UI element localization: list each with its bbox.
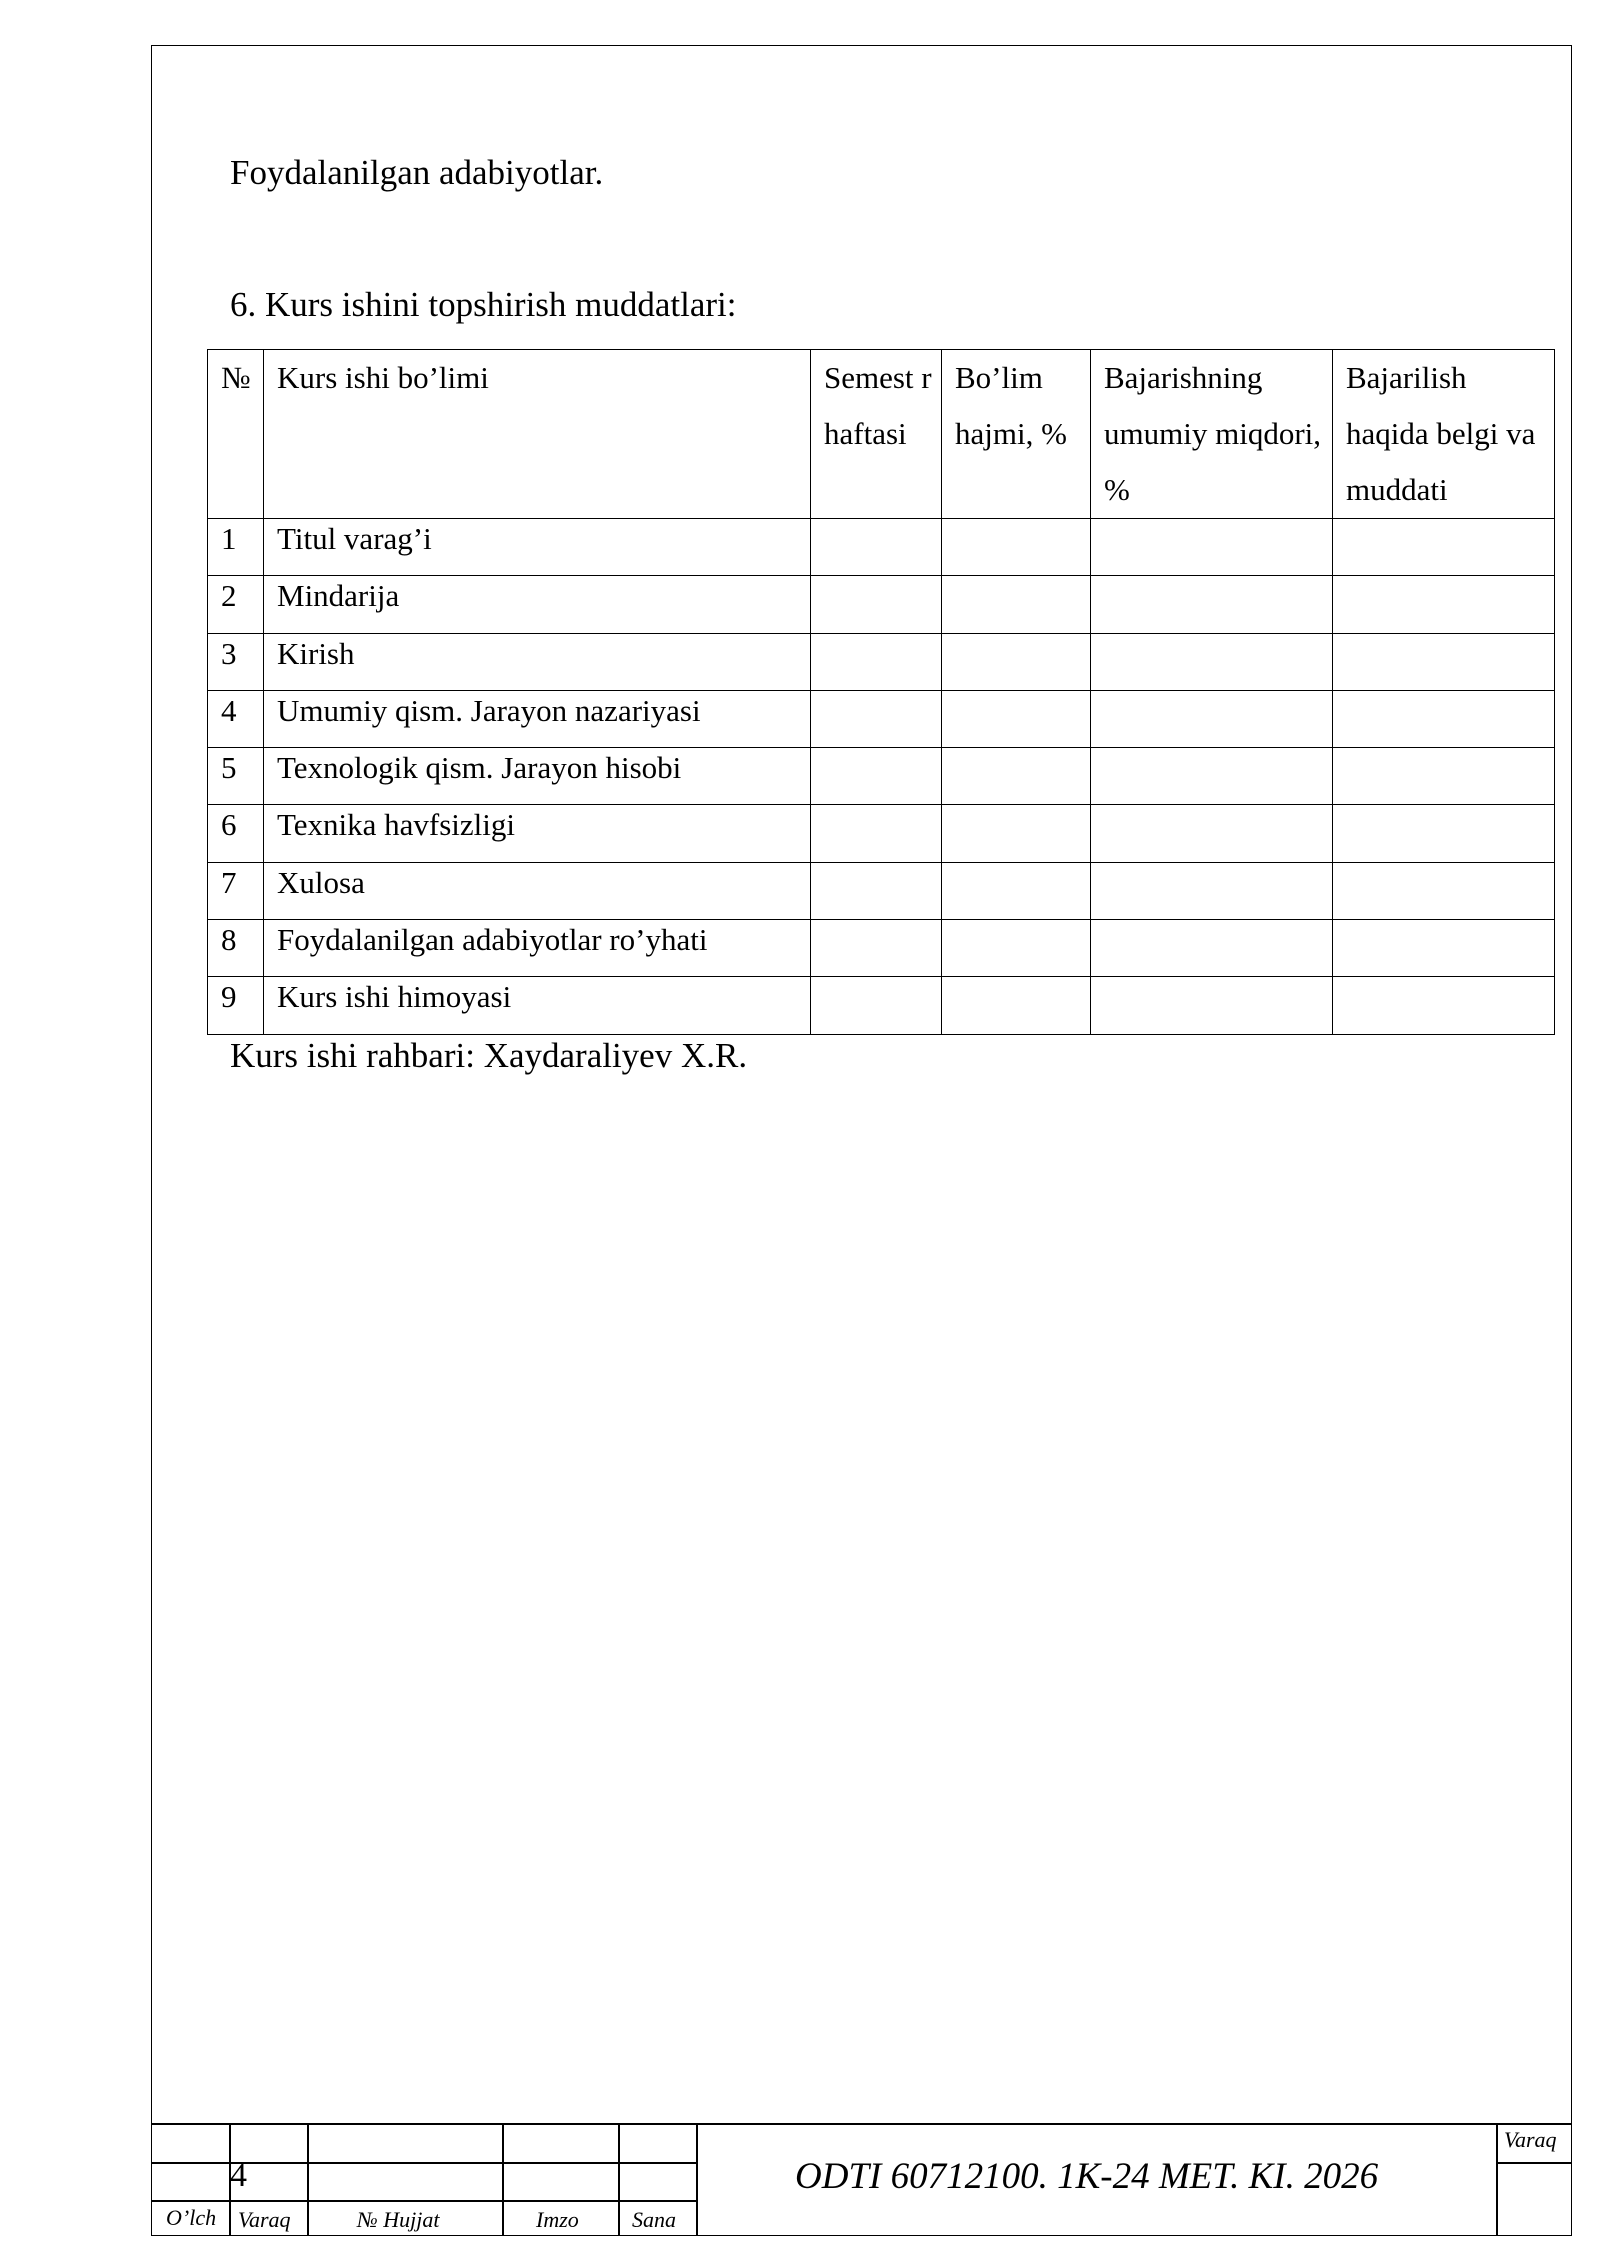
- row-mark-cell: [1333, 862, 1555, 919]
- row-number: 7: [208, 862, 264, 919]
- row-mark-cell: [1333, 690, 1555, 747]
- label-olch: O’lch: [166, 2205, 217, 2230]
- row-week-cell: [811, 576, 942, 633]
- row-volume-cell: [942, 805, 1091, 862]
- table-row: [208, 690, 1555, 747]
- header-week: Semest r haftasi: [811, 350, 942, 519]
- row-section-name: Texnika havfsizligi: [264, 805, 811, 862]
- row-section-name: Kurs ishi himoyasi: [264, 977, 811, 1034]
- table-row: [208, 977, 1555, 1034]
- row-mark-cell: [1333, 519, 1555, 576]
- row-week-cell: [811, 862, 942, 919]
- row-total-cell: [1091, 576, 1333, 633]
- intro-text: Foydalanilgan adabiyotlar.: [230, 153, 604, 192]
- row-total-cell: [1091, 633, 1333, 690]
- row-number: 4: [208, 690, 264, 747]
- schedule-table: [207, 349, 1555, 1035]
- row-mark-cell: [1333, 576, 1555, 633]
- row-mark-cell: [1333, 805, 1555, 862]
- row-section-name: Xulosa: [264, 862, 811, 919]
- label-sana: Sana: [632, 2207, 676, 2232]
- label-varaq: Varaq: [238, 2207, 291, 2232]
- row-section-name: Titul varag’i: [264, 519, 811, 576]
- table-row: [208, 862, 1555, 919]
- row-week-cell: [811, 805, 942, 862]
- document-code: ODTI 60712100. 1K-24 MET. KI. 2026: [795, 2156, 1379, 2197]
- row-number: 8: [208, 920, 264, 977]
- row-section-name: Texnologik qism. Jarayon hisobi: [264, 748, 811, 805]
- row-number: 5: [208, 748, 264, 805]
- row-volume-cell: [942, 862, 1091, 919]
- row-volume-cell: [942, 519, 1091, 576]
- row-mark-cell: [1333, 633, 1555, 690]
- header-volume: Bo’lim hajmi, %: [942, 350, 1091, 519]
- row-volume-cell: [942, 977, 1091, 1034]
- row-total-cell: [1091, 690, 1333, 747]
- table-row: [208, 576, 1555, 633]
- row-total-cell: [1091, 862, 1333, 919]
- row-section-name: Umumiy qism. Jarayon nazariyasi: [264, 690, 811, 747]
- table-row: [208, 748, 1555, 805]
- header-num: №: [208, 350, 264, 519]
- supervisor-text: Kurs ishi rahbari: Xaydaraliyev X.R.: [230, 1036, 748, 1075]
- row-volume-cell: [942, 576, 1091, 633]
- row-section-name: Foydalanilgan adabiyotlar ro’yhati: [264, 920, 811, 977]
- label-imzo: Imzo: [536, 2207, 579, 2232]
- row-volume-cell: [942, 633, 1091, 690]
- row-volume-cell: [942, 748, 1091, 805]
- row-volume-cell: [942, 690, 1091, 747]
- row-week-cell: [811, 748, 942, 805]
- row-week-cell: [811, 690, 942, 747]
- row-mark-cell: [1333, 920, 1555, 977]
- row-number: 9: [208, 977, 264, 1034]
- label-varaq-right: Varaq: [1504, 2127, 1557, 2152]
- row-total-cell: [1091, 805, 1333, 862]
- row-total-cell: [1091, 977, 1333, 1034]
- row-volume-cell: [942, 920, 1091, 977]
- table-row: [208, 633, 1555, 690]
- label-hujjat: № Hujjat: [357, 2207, 440, 2232]
- row-mark-cell: [1333, 748, 1555, 805]
- table-row: [208, 805, 1555, 862]
- row-week-cell: [811, 633, 942, 690]
- sheet-number: 4: [230, 2157, 247, 2194]
- table-row: [208, 519, 1555, 576]
- row-number: 3: [208, 633, 264, 690]
- row-week-cell: [811, 977, 942, 1034]
- header-mark: Bajarilish haqida belgi va muddati: [1333, 350, 1555, 519]
- row-week-cell: [811, 519, 942, 576]
- row-section-name: Mindarija: [264, 576, 811, 633]
- row-mark-cell: [1333, 977, 1555, 1034]
- row-total-cell: [1091, 748, 1333, 805]
- row-total-cell: [1091, 519, 1333, 576]
- row-number: 6: [208, 805, 264, 862]
- row-week-cell: [811, 920, 942, 977]
- row-total-cell: [1091, 920, 1333, 977]
- row-section-name: Kirish: [264, 633, 811, 690]
- table-header-row: [208, 350, 1555, 519]
- table-row: [208, 920, 1555, 977]
- row-number: 1: [208, 519, 264, 576]
- header-total: Bajarishning umumiy miqdori, %: [1091, 350, 1333, 519]
- section-title: 6. Kurs ishini topshirish muddatlari:: [230, 285, 737, 324]
- row-number: 2: [208, 576, 264, 633]
- header-section: Kurs ishi bo’limi: [264, 350, 811, 519]
